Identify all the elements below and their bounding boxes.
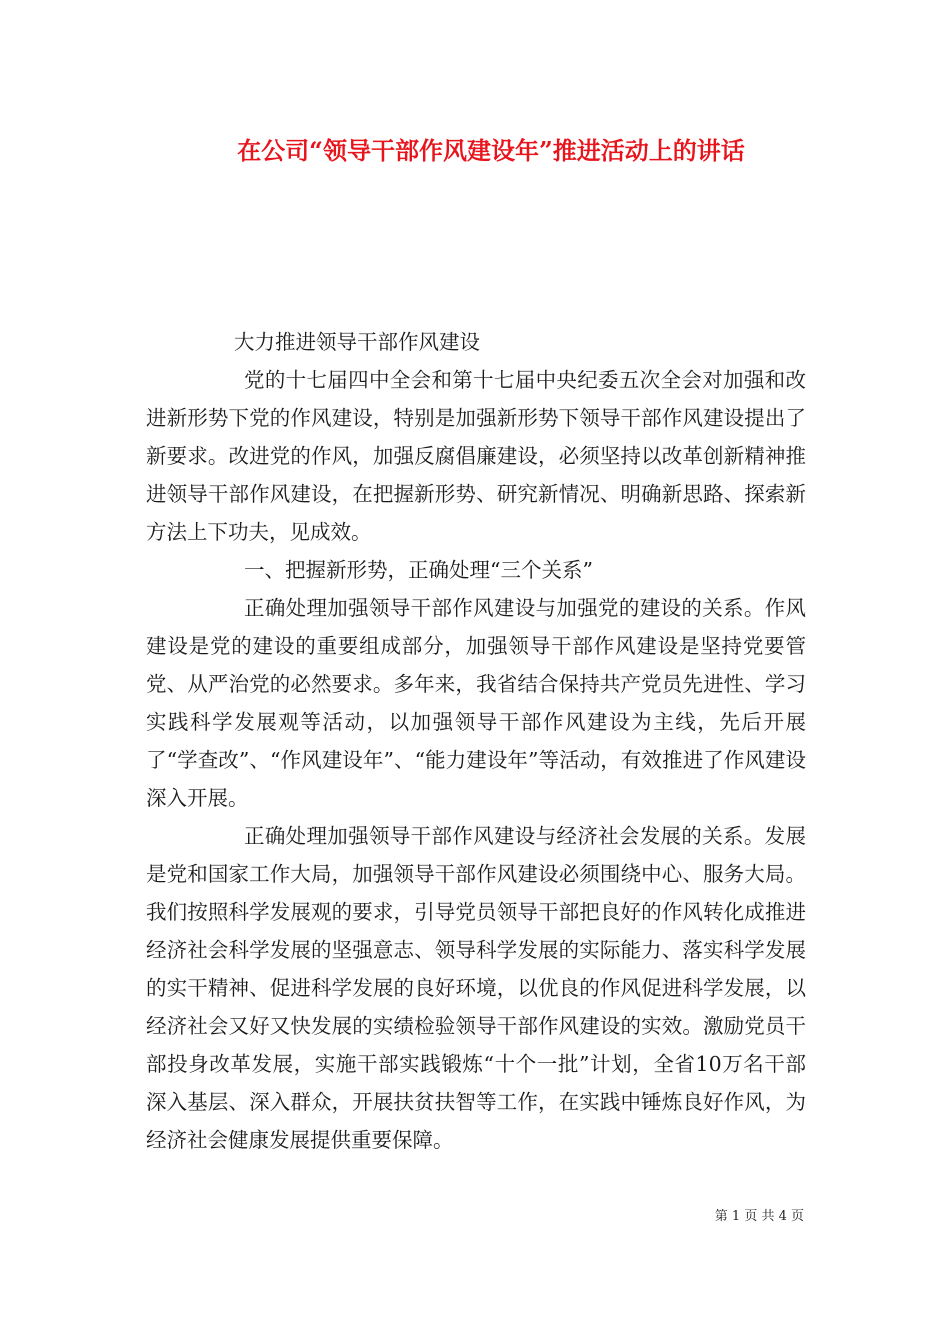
document-title: 在公司“领导干部作风建设年”推进活动上的讲话 <box>237 136 745 165</box>
paragraph-intro: 党的十七届四中全会和第十七届中央纪委五次全会对加强和改进新形势下党的作风建设，特别是加强新形势下领导干部作风建设提出了新要求。改进党的作风，加强反腐倡廉建设，必须坚持以改革创新精神推进领导干部作风建设，在把握新形势、研究新情况、明确新思路、探索新方法上下功夫，见成效。 <box>146 368 806 544</box>
paragraph-economic-development: 正确处理加强领导干部作风建设与经济社会发展的关系。发展是党和国家工作大局，加强领导干部作风建设必须围绕中心、服务大局。我们按照科学发展观的要求，引导党员领导干部把良好的作风转化成推进经济社会科学发展的坚强意志、领导科学发展的实际能力、落实科学发展的实干精神、促进科学发展的良好环境，以优良的作风促进科学发展，以经济社会又好又快发展的实绩检验领导干部作风建设的实效。激励党员干部投身改革发展，实施干部实践锻炼“十个一批”计划，全省10万名干部深入基层、深入群众，开展扶贫扶智等工作，在实践中锤炼良好作风，为经济社会健康发展提供重要保障。 <box>146 824 806 1152</box>
document-subtitle: 大力推进领导干部作风建设 <box>234 330 480 354</box>
paragraph-party-building: 正确处理加强领导干部作风建设与加强党的建设的关系。作风建设是党的建设的重要组成部分，加强领导干部作风建设是坚持党要管党、从严治党的必然要求。多年来，我省结合保持共产党员先进性、学习实践科学发展观等活动，以加强领导干部作风建设为主线，先后开展了“学查改”、“作风建设年”、“能力建设年”等活动，有效推进了作风建设深入开展。 <box>146 596 806 810</box>
page-number: 第 1 页 共 4 页 <box>714 1209 804 1224</box>
section-heading-1: 一、把握新形势，正确处理“三个关系” <box>244 558 593 582</box>
document-body <box>146 323 806 1159</box>
